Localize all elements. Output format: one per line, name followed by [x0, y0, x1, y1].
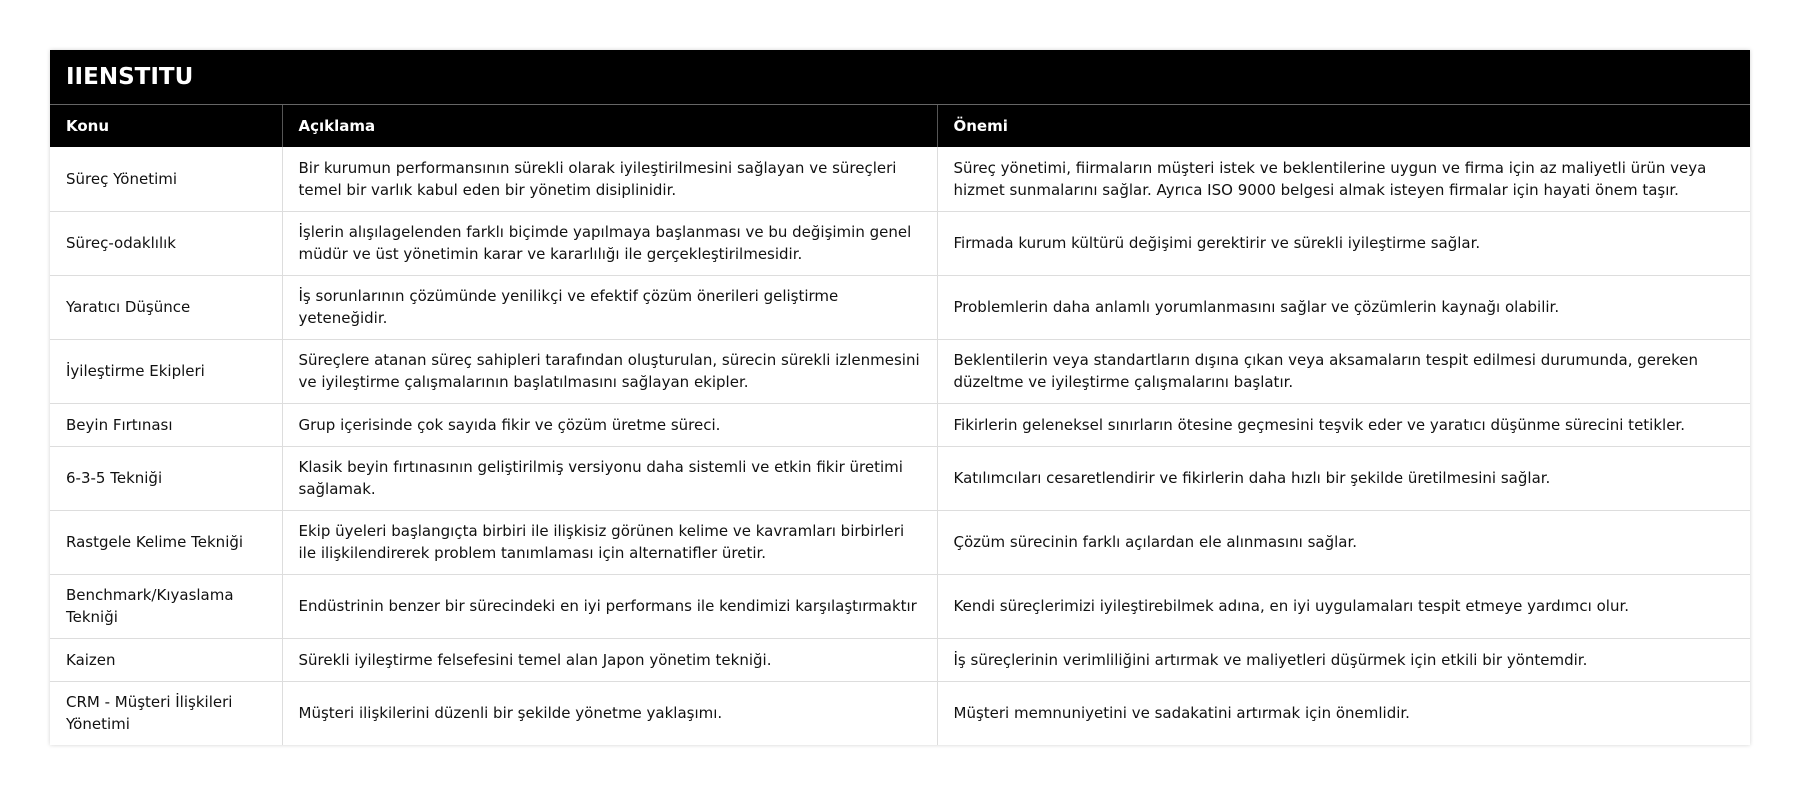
table-row: [50, 510, 1750, 574]
cell-konu: CRM - Müşteri İlişkileri Yönetimi: [66, 693, 233, 734]
cell-konu: Yaratıcı Düşünce: [50, 275, 282, 339]
column-header-konu: Konu: [50, 105, 282, 148]
column-header-aciklama: Açıklama: [282, 105, 937, 148]
column-header-onemi: Önemi: [937, 105, 1750, 148]
table-row: [50, 275, 1750, 339]
table-header-row: [50, 105, 1750, 148]
table-title: IIENSTITU: [50, 50, 1750, 105]
table-row: [50, 211, 1750, 275]
cell-konu: Süreç-odaklılık: [50, 211, 282, 275]
cell-onemi: Katılımcıları cesaretlendirir ve fikirlerin daha hızlı bir şekilde üretilmesini sağlar.: [937, 446, 1750, 510]
table-row: [50, 403, 1750, 446]
cell-onemi: Fikirlerin geleneksel sınırların ötesine geçmesini teşvik eder ve yaratıcı düşünme sürecini tetikler.: [937, 403, 1750, 446]
cell-aciklama: Müşteri ilişkilerini düzenli bir şekilde yönetme yaklaşımı.: [282, 681, 937, 745]
cell-onemi: Beklentilerin veya standartların dışına çıkan veya aksamaların tespit edilmesi durumunda, gereken düzeltme ve iyileştirme çalışmalarını başlatır.: [937, 339, 1750, 403]
cell-onemi: Problemlerin daha anlamlı yorumlanmasını sağlar ve çözümlerin kaynağı olabilir.: [937, 275, 1750, 339]
cell-konu: İyileştirme Ekipleri: [50, 339, 282, 403]
cell-aciklama: Sürekli iyileştirme felsefesini temel alan Japon yönetim tekniği.: [282, 638, 937, 681]
table-row: [50, 638, 1750, 681]
table-row: [50, 681, 1750, 745]
cell-konu: Beyin Fırtınası: [50, 403, 282, 446]
cell-aciklama: İş sorunlarının çözümünde yenilikçi ve efektif çözüm önerileri geliştirme yeteneğidir.: [282, 275, 937, 339]
table-row: [50, 446, 1750, 510]
cell-aciklama: Klasik beyin fırtınasının geliştirilmiş versiyonu daha sistemli ve etkin fikir üretimi sağlamak.: [282, 446, 937, 510]
cell-aciklama: İşlerin alışılagelenden farklı biçimde yapılmaya başlanması ve bu değişimin genel müdür ve üst yönetimin karar ve kararlılığı ile gerçekleştirilmesidir.: [282, 211, 937, 275]
data-table: [50, 50, 1750, 745]
cell-aciklama: Ekip üyeleri başlangıçta birbiri ile ilişkisiz görünen kelime ve kavramları birbirleri ile ilişkilendirerek problem tanımlaması için alternatifler üretir.: [282, 510, 937, 574]
cell-konu: Benchmark/Kıyaslama Tekniği: [50, 574, 282, 638]
table-row: [50, 147, 1750, 211]
cell-aciklama: Süreçlere atanan süreç sahipleri tarafından oluşturulan, sürecin sürekli izlenmesini ve iyileştirme çalışmalarının başlatılmasını sağlayan ekipler.: [282, 339, 937, 403]
table-row: [50, 574, 1750, 638]
table-title-row: [50, 50, 1750, 105]
cell-onemi: Firmada kurum kültürü değişimi gerektirir ve sürekli iyileştirme sağlar.: [937, 211, 1750, 275]
table-card: [50, 50, 1750, 745]
table-row: [50, 339, 1750, 403]
cell-konu: Süreç Yönetimi: [50, 147, 282, 211]
cell-konu: Rastgele Kelime Tekniği: [50, 510, 282, 574]
cell-onemi: Çözüm sürecinin farklı açılardan ele alınmasını sağlar.: [937, 510, 1750, 574]
cell-aciklama: Grup içerisinde çok sayıda fikir ve çözüm üretme süreci.: [282, 403, 937, 446]
cell-onemi: Müşteri memnuniyetini ve sadakatini artırmak için önemlidir.: [937, 681, 1750, 745]
cell-onemi: Kendi süreçlerimizi iyileştirebilmek adına, en iyi uygulamaları tespit etmeye yardımcı olur.: [937, 574, 1750, 638]
cell-onemi: Süreç yönetimi, fiirmaların müşteri istek ve beklentilerine uygun ve firma için az maliyetli ürün veya hizmet sunmalarını sağlar. Ayrıca ISO 9000 belgesi almak isteyen firmalar için hayati önem taşır.: [937, 147, 1750, 211]
cell-onemi: İş süreçlerinin verimliliğini artırmak ve maliyetleri düşürmek için etkili bir yöntemdir.: [937, 638, 1750, 681]
cell-aciklama: Bir kurumun performansının sürekli olarak iyileştirilmesini sağlayan ve süreçleri temel bir varlık kabul eden bir yönetim disiplinidir.: [282, 147, 937, 211]
cell-konu: 6-3-5 Tekniği: [50, 446, 282, 510]
cell-aciklama: Endüstrinin benzer bir sürecindeki en iyi performans ile kendimizi karşılaştırmaktır: [282, 574, 937, 638]
cell-konu: Kaizen: [50, 638, 282, 681]
